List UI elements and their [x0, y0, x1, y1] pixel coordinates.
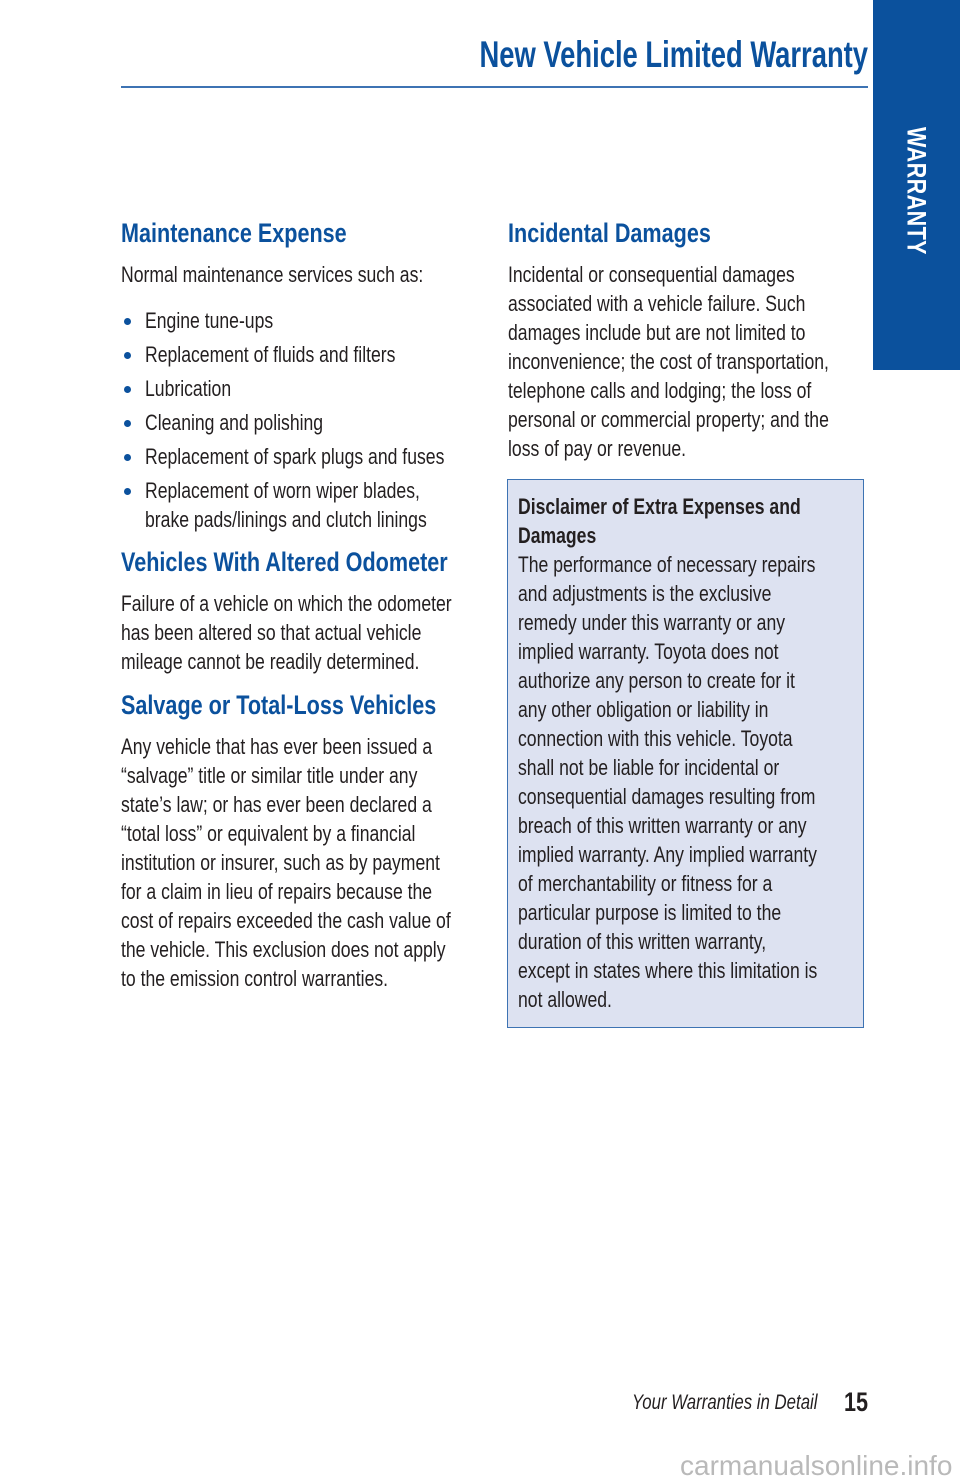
text-line	[518, 898, 892, 927]
text-line	[518, 782, 892, 811]
text-line-content: connection with this vehicle. Toyota	[518, 726, 793, 751]
bullet-icon	[124, 488, 131, 495]
text-line-content: damages include but are not limited to	[508, 320, 806, 345]
text-line	[518, 492, 871, 521]
text-line-content: remedy under this warranty or any	[518, 610, 786, 635]
page-title: New Vehicle Limited Warranty	[479, 34, 868, 75]
incidental-paragraph	[508, 260, 909, 463]
text-line-content: personal or commercial property; and the	[508, 407, 829, 432]
text-line-content: particular purpose is limited to the	[518, 900, 782, 925]
bullet-item	[121, 340, 458, 369]
text-line-content: authorize any person to create for it	[518, 668, 795, 693]
text-line-content: and adjustments is the exclusive	[518, 581, 772, 606]
text-line	[518, 753, 892, 782]
text-line	[518, 608, 892, 637]
text-line	[518, 550, 892, 579]
text-line-content: the vehicle. This exclusion does not apply	[121, 937, 446, 962]
bullet-item	[121, 306, 305, 335]
text-line-content: Cleaning and polishing	[145, 410, 324, 435]
maintenance-intro	[121, 260, 499, 289]
bullet-icon	[124, 454, 131, 461]
text-line	[518, 985, 892, 1014]
text-line-content: Failure of a vehicle on which the odometer	[121, 591, 452, 616]
text-line-content: mileage cannot be readily determined.	[121, 649, 420, 674]
text-line	[518, 811, 892, 840]
text-line-content: any other obligation or liability in	[518, 697, 769, 722]
bullet-icon	[124, 318, 131, 325]
watermark: carmanualsonline.info	[680, 1450, 953, 1481]
text-line-content: institution or insurer, such as by payment	[121, 850, 440, 875]
bullet-item	[121, 442, 519, 471]
text-line	[518, 521, 871, 550]
text-line	[145, 306, 305, 335]
bullet-text	[145, 306, 305, 335]
text-line	[518, 666, 892, 695]
text-line-content: Replacement of spark plugs and fuses	[145, 444, 445, 469]
text-line-content: “salvage” title or similar title under any	[121, 763, 418, 788]
text-line	[121, 732, 533, 761]
section-tab-label: WARRANTY	[901, 127, 932, 255]
bullet-icon	[124, 420, 131, 427]
text-line	[508, 260, 909, 289]
text-line-content: “total loss” or equivalent by a financial	[121, 821, 416, 846]
text-line	[508, 347, 909, 376]
page-number: 15	[844, 1387, 869, 1417]
bullet-text	[145, 408, 368, 437]
bullet-icon	[124, 352, 131, 359]
text-line	[508, 318, 909, 347]
text-line-content: cost of repairs exceeded the cash value of	[121, 908, 451, 933]
disclaimer-title	[518, 492, 871, 550]
text-line-content: except in states where this limitation is	[518, 958, 818, 983]
bullet-item	[121, 374, 253, 403]
text-line-content: The performance of necessary repairs	[518, 552, 816, 577]
text-line	[518, 695, 892, 724]
text-line-content: telephone calls and lodging; the loss of	[508, 378, 812, 403]
disclaimer-paragraph	[518, 550, 892, 1014]
text-line-content: Replacement of fluids and filters	[145, 342, 396, 367]
salvage-paragraph	[121, 732, 533, 993]
text-line-content: inconvenience; the cost of transportation,	[508, 349, 829, 374]
text-line-content: Incidental or consequential damages	[508, 262, 795, 287]
bullet-text	[145, 442, 519, 471]
text-line-content: breach of this written warranty or any	[518, 813, 807, 838]
text-line	[145, 408, 368, 437]
text-line	[121, 964, 533, 993]
text-line-content: brake pads/linings and clutch linings	[145, 507, 427, 532]
heading-incidental-damages: Incidental Damages	[508, 218, 711, 248]
text-line	[121, 260, 499, 289]
heading-maintenance-expense: Maintenance Expense	[121, 218, 347, 248]
text-line	[518, 840, 892, 869]
text-line	[508, 376, 909, 405]
text-line	[145, 505, 497, 534]
text-line	[121, 589, 534, 618]
footer-section-title: Your Warranties in Detail	[632, 1391, 818, 1414]
bullet-text	[145, 374, 253, 403]
text-line-content: implied warranty. Toyota does not	[518, 639, 779, 664]
text-line-content: has been altered so that actual vehicle	[121, 620, 422, 645]
text-line	[145, 442, 519, 471]
text-line-content: for a claim in lieu of repairs because the	[121, 879, 433, 904]
text-line-content: duration of this written warranty,	[518, 929, 767, 954]
text-line	[121, 848, 533, 877]
text-line	[508, 289, 909, 318]
text-line	[518, 956, 892, 985]
bullet-icon	[124, 386, 131, 393]
text-line-content: Replacement of worn wiper blades,	[145, 478, 420, 503]
text-line	[508, 405, 909, 434]
text-line-content: loss of pay or revenue.	[508, 436, 687, 461]
text-line	[121, 790, 533, 819]
text-line-content: Damages	[518, 523, 597, 548]
bullet-text	[145, 476, 497, 534]
text-line-content: implied warranty. Any implied warranty	[518, 842, 817, 867]
heading-altered-odometer: Vehicles With Altered Odometer	[121, 547, 448, 577]
text-line	[121, 935, 533, 964]
text-line-content: Normal maintenance services such as:	[121, 262, 424, 287]
text-line	[518, 579, 892, 608]
text-line	[518, 724, 892, 753]
text-line	[518, 927, 892, 956]
text-line-content: of merchantability or fitness for a	[518, 871, 773, 896]
text-line	[121, 618, 534, 647]
heading-salvage-vehicles: Salvage or Total-Loss Vehicles	[121, 690, 437, 720]
text-line-content: Engine tune-ups	[145, 308, 274, 333]
disclaimer-box	[507, 479, 864, 1028]
text-line	[121, 877, 533, 906]
text-line	[145, 374, 253, 403]
text-line	[121, 906, 533, 935]
text-line	[145, 476, 497, 505]
title-divider	[121, 86, 868, 88]
text-line-content: to the emission control warranties.	[121, 966, 389, 991]
text-line	[121, 819, 533, 848]
text-line-content: Disclaimer of Extra Expenses and	[518, 494, 801, 519]
text-line-content: shall not be liable for incidental or	[518, 755, 780, 780]
text-line-content: Lubrication	[145, 376, 232, 401]
bullet-item	[121, 408, 368, 437]
text-line-content: associated with a vehicle failure. Such	[508, 291, 806, 316]
text-line	[121, 761, 533, 790]
text-line-content: state’s law; or has ever been declared a	[121, 792, 432, 817]
text-line-content: consequential damages resulting from	[518, 784, 816, 809]
bullet-item	[121, 476, 497, 534]
text-line	[508, 434, 909, 463]
text-line	[518, 869, 892, 898]
odometer-paragraph	[121, 589, 534, 676]
text-line-content: Any vehicle that has ever been issued a	[121, 734, 433, 759]
text-line	[145, 340, 458, 369]
text-line-content: not allowed.	[518, 987, 612, 1012]
bullet-text	[145, 340, 458, 369]
text-line	[121, 647, 534, 676]
text-line	[518, 637, 892, 666]
